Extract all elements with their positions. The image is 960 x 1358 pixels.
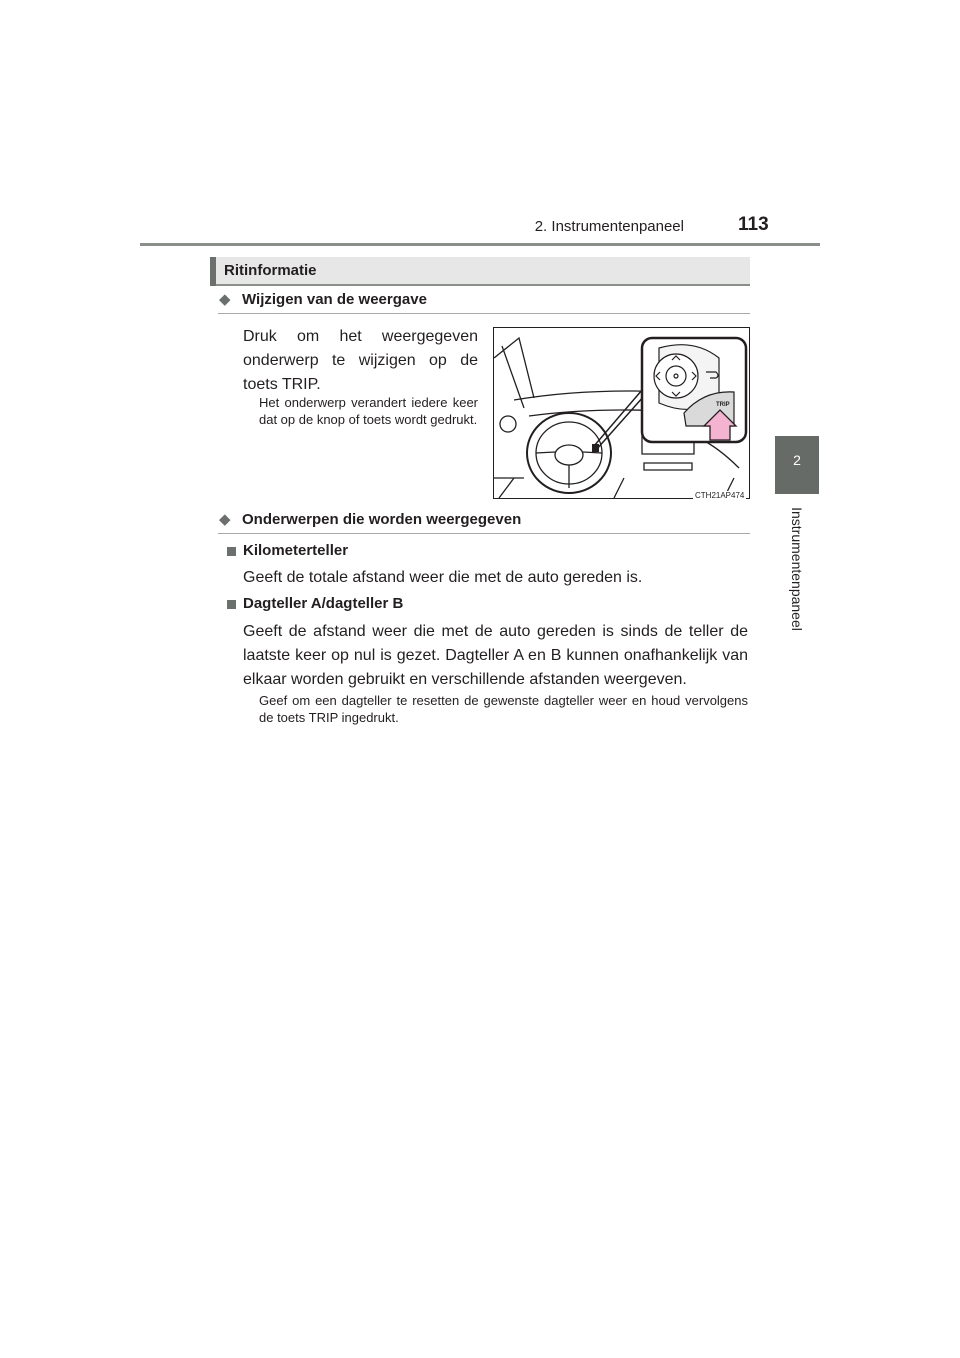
steering-wheel-illustration <box>493 327 750 499</box>
chapter-title: 2. Instrumentenpaneel <box>534 218 684 235</box>
item-title: Kilometerteller <box>243 542 349 559</box>
page-number: 113 <box>738 214 769 235</box>
subsection-rule <box>218 313 750 314</box>
section-header-accent <box>210 257 216 286</box>
body-paragraph: Druk om het weergegeven onderwerp te wijzigen op de toets TRIP. <box>243 328 478 393</box>
square-bullet-icon <box>227 547 236 556</box>
item-title: Dagteller A/dagteller B <box>243 595 404 612</box>
square-bullet-icon <box>227 600 236 609</box>
header-rule <box>140 243 820 246</box>
chapter-tab-number: 2 <box>793 452 801 468</box>
item-body: Geeft de afstand weer die met de auto gereden is sinds de teller de laatste keer op nul is gezet. Dagteller A en B kunnen onafhankelijk van elkaar worden gebruikt en verschillende afstanden weergeven. <box>243 623 748 688</box>
trip-button-label: TRIP <box>716 402 730 408</box>
figure-code: CTH21AP474 <box>695 491 745 500</box>
item-body: Geeft de totale afstand weer die met de auto gereden is. <box>243 569 643 586</box>
subsection-title: Onderwerpen die worden weergegeven <box>242 511 522 528</box>
section-title: Ritinformatie <box>224 262 317 279</box>
item-note: Geef om een dagteller te resetten de gewenste dagteller weer en houd vervolgens de toets TRIP ingedrukt. <box>259 693 748 725</box>
chapter-tab-label: Instrumentenpaneel <box>789 507 805 631</box>
chapter-tab-label-wrap <box>775 495 819 643</box>
subsection-rule <box>218 533 750 534</box>
diamond-icon: ◆ <box>219 511 231 528</box>
subsection-title: Wijzigen van de weergave <box>242 291 427 308</box>
dashboard-drawing <box>494 328 749 498</box>
note-paragraph: Het onderwerp verandert iedere keer dat op de knop of toets wordt gedrukt. <box>259 395 478 427</box>
diamond-icon: ◆ <box>219 291 231 308</box>
